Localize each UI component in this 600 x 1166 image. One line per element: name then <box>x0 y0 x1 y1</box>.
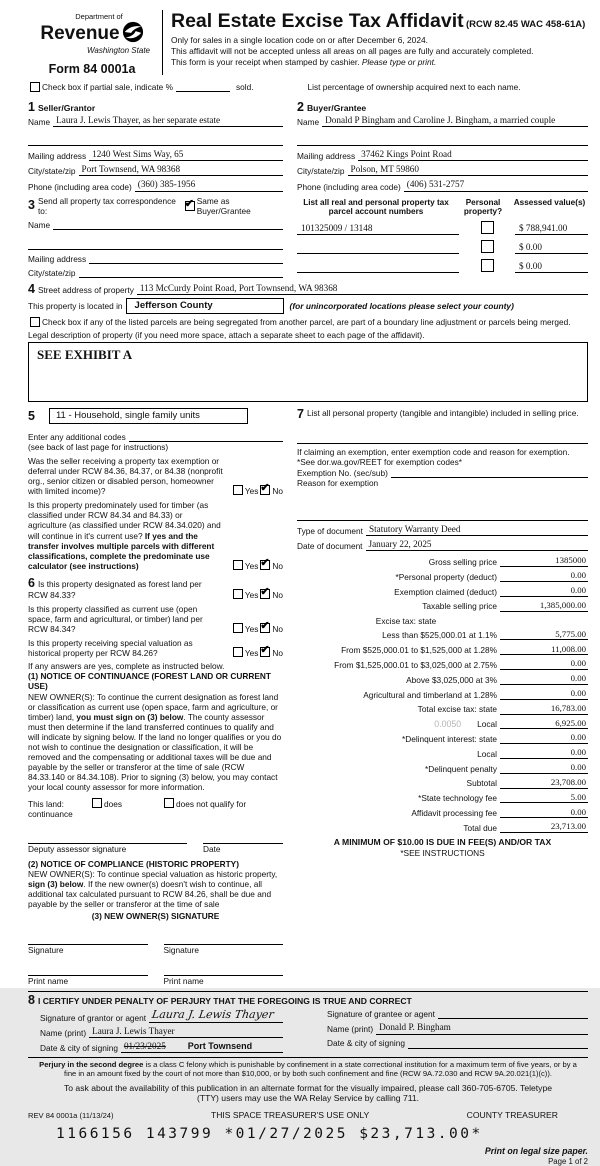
q3-no-checkbox[interactable] <box>260 589 270 599</box>
new-owner-print-1-field[interactable] <box>28 965 148 976</box>
treasurer-use-label: THIS SPACE TREASURER'S USE ONLY <box>211 1110 369 1120</box>
tax-row-label: *Delinquent penalty <box>425 764 500 774</box>
new-owner-print-2-field[interactable] <box>164 965 284 976</box>
grantor-date-field[interactable]: 01/23/2025 Port Townsend <box>121 1041 283 1053</box>
tax-row-label: Less than $525,000.01 at 1.1% <box>382 630 500 640</box>
county-select[interactable]: Jefferson County <box>126 298 284 314</box>
continuance-label: continuance <box>28 809 283 819</box>
section-2-title: Buyer/Grantee <box>307 103 366 113</box>
parcel-number-field[interactable]: 101325009 / 13148 <box>297 223 459 235</box>
legal-description-label: Legal description of property (if you need more space, attach a separate sheet to each page of the affidavit). <box>28 330 588 340</box>
notice-1-title: (1) NOTICE OF CONTINUANCE (FOREST LAND OR CURRENT USE) <box>28 671 283 691</box>
treasurer-stamp: 1166156 143799 *01/27/2025 $23,713.00* <box>56 1126 588 1144</box>
header-note-3: This form is your receipt when stamped by cashier. Please type or print. <box>171 57 588 67</box>
grantor-signature-field[interactable]: Laura J. Lewis Thayer <box>149 1008 283 1022</box>
tax-row <box>297 807 588 819</box>
page-indicator: Page 1 of 2 <box>28 1157 588 1166</box>
tax-row <box>297 747 588 759</box>
doc-date-label: Date of document <box>297 541 366 551</box>
tax-row-label: Affidavit processing fee <box>411 808 500 818</box>
perjury-statement: Perjury in the second degree is a class C felony which is punishable by confinement in a state correctional institution for a maximum term of five years, or by a fine in an amount fixed by the court of not more than $10,000, or by both such confinement and fine (RCW 9A.72.030 and RCW 9A.20.021(1)(c)). <box>28 1060 588 1079</box>
revenue-wordmark: Revenue <box>40 25 119 42</box>
tax-row <box>297 821 588 833</box>
correspondence-label: Send all property tax correspondence to: <box>38 196 183 216</box>
tax-row-label: Gross selling price <box>429 557 500 567</box>
personal-property-col-header: Personal property? <box>455 198 511 216</box>
tax-row <box>297 777 588 789</box>
tax-row <box>297 658 588 670</box>
assessed-value-col-header: Assessed value(s) <box>511 198 588 216</box>
q4-yes-checkbox[interactable] <box>233 623 243 633</box>
form-header <box>28 8 588 77</box>
rev-form-number: REV 84 0001a (11/13/24) <box>28 1111 114 1120</box>
partial-percent-field[interactable] <box>176 81 230 92</box>
parcel-table <box>297 221 588 273</box>
q1-no-checkbox[interactable] <box>260 485 270 495</box>
exemption-no-field[interactable] <box>391 467 588 478</box>
certify-statement: I CERTIFY UNDER PENALTY OF PERJURY THAT THE FOREGOING IS TRUE AND CORRECT <box>38 996 412 1006</box>
corr-name-label: Name <box>28 220 53 230</box>
parcel-number-field[interactable] <box>297 272 459 273</box>
tax-row-value[interactable]: 11,008.00 <box>500 644 588 656</box>
buyer-name-field[interactable]: Donald P Bingham and Caroline J. Bingham, a married couple <box>322 115 588 127</box>
q2-no-checkbox[interactable] <box>260 560 270 570</box>
dept-of-label: Department of <box>42 12 156 21</box>
reason-for-exemption-label: Reason for exemption <box>297 478 588 488</box>
corr-mail-field[interactable] <box>89 253 283 264</box>
tax-row-value[interactable]: 0.00 <box>500 747 588 759</box>
tax-row <box>297 600 588 612</box>
tax-row-label: Agricultural and timberland at 1.28% <box>363 690 500 700</box>
section-8-number: 8 <box>28 994 35 1007</box>
tax-row-value[interactable]: 23,713.00 <box>500 821 588 833</box>
corr-blank-field[interactable] <box>28 239 283 250</box>
section-1-number: 1 <box>28 100 35 114</box>
doc-date-field[interactable]: January 22, 2025 <box>366 539 589 551</box>
corr-city-label: City/state/zip <box>28 268 79 278</box>
exemption-deferral-question: Was the seller receiving a property tax exemption or deferral under RCW 84.36, 84.37, or 84.38 (nonprofit org., senior citizen or disabled person, homeowner with limited income)? <box>28 456 227 496</box>
grantor-date-label: Date & city of signing <box>40 1043 121 1053</box>
header-divider <box>162 10 163 75</box>
section-2-number: 2 <box>297 100 304 114</box>
segregated-checkbox[interactable] <box>30 317 40 327</box>
if-yes-note: If any answers are yes, complete as instructed below. <box>28 661 283 671</box>
personal-property-list-field[interactable] <box>297 433 588 444</box>
assessed-value-field[interactable]: $ 788,941.00 <box>515 223 588 235</box>
q3-yes-checkbox[interactable] <box>233 589 243 599</box>
revenue-swirl-icon <box>122 21 144 46</box>
deputy-date-field[interactable] <box>203 833 283 844</box>
partial-sale-label: Check box if partial sale, indicate % <box>42 82 176 92</box>
section-4-number: 4 <box>28 283 35 296</box>
tax-row-value[interactable]: 23,708.00 <box>500 777 588 789</box>
assessed-value-field[interactable]: $ 0.00 <box>515 242 588 254</box>
buyer-mail-field[interactable]: 37462 Kings Point Road <box>358 149 588 161</box>
tax-row <box>297 762 588 774</box>
buyer-name2-field[interactable] <box>297 135 588 146</box>
grantor-print-field[interactable]: Laura J. Lewis Thayer <box>89 1026 283 1038</box>
buyer-phone-label: Phone (including area code) <box>297 182 404 192</box>
q1-yes-checkbox[interactable] <box>233 485 243 495</box>
does-not-qualify-checkbox[interactable] <box>164 798 174 808</box>
tax-row <box>297 718 588 730</box>
tax-row-value[interactable]: 0.00 <box>500 732 588 744</box>
tax-row-label: Local <box>477 719 500 729</box>
parcel-row <box>297 259 588 273</box>
tax-row <box>297 644 588 656</box>
header-note-2: This affidavit will not be accepted unless all areas on all pages are fully and accurately completed. <box>171 46 588 56</box>
tax-row-value[interactable]: 6,925.00 <box>500 718 588 730</box>
parcel-number-field[interactable] <box>297 253 459 254</box>
does-label: does <box>104 799 122 809</box>
same-as-buyer-checkbox[interactable] <box>185 201 195 211</box>
notice-1-text: NEW OWNER(S): To continue the current designation as forest land or classification as current use (open space, farm and agriculture, or timber) land, you must sign on (3) below. The county assessor must then determine if the land transferred continues to qualify and will indicate by signing below. If the land no longer qualifies or you do not wish to continue the designation or classification, it will be removed and the compensating or additional taxes will be due and payable by the seller or transferor at the time of sale (RCW 84.33.140 or 84.34.108). Prior to signing (3) below, you may contact your local county assessor for more information. <box>28 692 283 793</box>
seller-city-label: City/state/zip <box>28 166 79 176</box>
tax-row-value[interactable]: 5.00 <box>500 792 588 804</box>
q5-no-checkbox[interactable] <box>260 647 270 657</box>
tax-row-value[interactable]: 1385000 <box>500 555 588 567</box>
parcel-row <box>297 221 588 235</box>
tax-row <box>297 792 588 804</box>
parcel-row <box>297 240 588 254</box>
alt-format-note: To ask about the availability of this publication in an alternate format for the visually impaired, please call 360-705-6705. Teletype (TTY) users may use the WA Relay Service by calling 711. <box>28 1083 588 1104</box>
partial-sale-checkbox[interactable] <box>30 82 40 92</box>
this-land-label: This land: <box>28 799 64 809</box>
street-address-field[interactable]: 113 McCurdy Point Road, Port Townsend, WA 98368 <box>137 283 588 295</box>
q5-yes-checkbox[interactable] <box>233 647 243 657</box>
grantor-city-value: Port Townsend <box>188 1041 252 1051</box>
located-in-label: This property is located in <box>28 301 126 311</box>
tax-row-value[interactable]: 0.00 <box>500 688 588 700</box>
buyer-city-label: City/state/zip <box>297 166 348 176</box>
tax-row-label: Subtotal <box>467 778 500 788</box>
notice-2-text: NEW OWNER(S): To continue special valuation as historic property, sign (3) below. If the new owner(s) doesn't wish to continue, all additional tax calculated pursuant to RCW 84.26, shall be due and payable by the seller or transferor at the time of sale <box>28 869 283 909</box>
header-note-1: Only for sales in a single location code on or after December 6, 2024. <box>171 35 588 45</box>
tax-row-value[interactable]: 1,385,000.00 <box>500 600 588 612</box>
tax-row <box>297 688 588 700</box>
reet-affidavit-form: Department of Revenue Washington State Form 84 0001a Real Estate Excise Tax Affidavit (RCW 82.45 WAC 458-61A) Only for sales in a single location code on or after December 6, 2024. This affidavit will not be accepted unless all areas on all pages are fully and accurately completed. This form is your receipt when stamped by cashier. Please type or print. Check box if partial sale, indicate % sold. List percentage of ownership acquired next to each name. 1 Seller/Grantor Name Laura J. Lewis Thayer, as her separate estate Mailing address 1240 West Sims Way, 65 City/state/zip Port Townsend, WA 98368 Phone (including area code) (360) 385-1956 2 Buyer/Grantee Name Donald P Bingham and Caroline J. Bingham, a married couple Mailing address 37462 Kings Point Road City/state/zip Polson, MT 59860 Phone (including area code) (406) 531-2757 3 Send all property tax correspondence to: ✔ Same as Buyer/Grantee Name Mailing address City/state/zip List all real and personal property tax parcel account numbers Personal property? Assessed value(s) 101325009 / 13148 $ 788,941.00 $ 0.00 $ 0.00 4 Street address of property 113 McCurdy Point Road, Port Townsend, WA 98368 This property is located in Jefferson County (for unincorporated locations please select your county) Check box if any of the listed parcels are being segregated from another parcel, are part of a boundary line adjustment or parcels being merged. Legal description of property (if you need more space, attach a separate sheet to each page of the affidavit). SEE EXHIBIT A 5 11 - Household, single family units Enter any additional codes (see back of last page for instructions) Was the seller receiving a property tax exemption or deferral under RCW 84.36, 84.37, or 84.38 (nonprofit org., senior citizen or disabled person, homeowner with limited income)? Yes ✔ No Is this property predominately used for timber (as classified under RCW 84.34 and 84.33) or agriculture (as classified under RCW 84.34.020) and will continue in it's current use? If yes and the transfer involves multiple parcels with different classifications, complete the predominate use calculator (see instructions) Yes ✔ No 6 Is this property designated as forest land per RCW 84.33? Yes ✔ No Is this property classified as current use (open space, farm and agricultural, or timber) land per RCW 84.34? Yes ✔ No Is this property receiving special valuation as historical property per RCW 84.26? Yes ✔ No If any answers are yes, complete as instructed below. (1) NOTICE OF CONTINUANCE (FOREST LAND OR CURRENT USE) NEW OWNER(S): To continue the current designation as forest land or classification as current use (open space, farm and agriculture, or timber) land, you must sign on (3) below. The county assessor must then determine if the land transferred continues to qualify and will indicate by signing below. If the land no longer qualifies or you do not wish to continue the designation or classification, it will be removed and the compensating or additional taxes will be due and payable by the seller or transferor at the time of sale (RCW 84.33.140 or 84.34.108). Prior to signing (3) below, you may contact your local county assessor for more information. This land: does does not qualify for continuance Deputy assessor signature Date (2) NOTICE OF COMPLIANCE (HISTORIC PROPERTY) NEW OWNER(S): To continue special valuation as historic property, sign (3) below. If the new owner(s) doesn't wish to continue, all additional tax calculated pursuant to RCW 84.26, shall be due and payable by the seller or transferor at the time of sale (3) NEW OWNER(S) SIGNATURE Signature Signature Print name Print name 7 List all personal property (tangible and intangible) included in selling price. If claiming an exemption, enter exemption code and reason for exemption. *See dor.wa.gov/REET for exemption codes* Exemption No. (sec/sub) Reason for exemption Type of document Statutory Warranty Deed Date of document January 22, 2025 Gross selling price 1385000 *Personal property (deduct) 0.00 Exemption claimed (deduct) 0.00 Taxable selling price 1,385,000.00 Excise tax: state Less than $525,000.01 at 1.1% 5,775.00 From $525,000.01 to $1,525,000 at 1.28% 11,008.00 From $1,525,000.01 to $3,025,000 at 2.75% 0.00 Above $3,025,000 at 3% 0.00 Agricultural and timberland at 1.28% 0.00 Total excise tax: state 16,783.00 0.0050 Local 6,925.00 *Delinquent interest: state 0.00 Local 0.00 *Delinquent penalty 0.00 Subtotal 23,708.00 *State technology fee 5.00 Affidavit processing fee 0.00 Total due 23,713.00 A MINIMUM OF $10.00 IS DUE IN FEE(S) AND/OR TAX *SEE INSTRUCTIONS 8 I CERTIFY UNDER PENALTY OF PERJURY THAT THE FOREGOING IS TRUE AND CORRECT Signature of grantor or agent Laura J. Lewis Thayer Name (print) Laura J. Lewis Thayer Date & city of signing 01/23/2025 Port Townsend Signature of grantee or agent Name (print) Donald P. Bingham Date & city of signing Perjury in the second degree is a class C felony which is punishable by confinement in a state correctional institution for a maximum term of five years, or by a fine in an amount fixed by the court of not more than $10,000, or by both such confinement and fine (RCW 9A.72.030 and RCW 9A.20.021(1)(c)). To ask about the availability of this publication in an alternate format for the visually impaired, please call 360-705-6705. Teletype (TTY) users may use the WA Relay Service by calling 711. REV 84 0001a (11/13/24) THIS SPACE TREASURER'S USE ONLY COUNTY TREASURER 1166156 143799 *01/27/2025 $23,713.00* Print on legal size paper. Page 1 of 2 <box>0 0 600 988</box>
historical-property-question: Is this property receiving special valuation as historical property per RCW 84.26? <box>28 638 227 658</box>
grantor-signature-label: Signature of grantor or agent <box>40 1013 149 1023</box>
section-1-title: Seller/Grantor <box>38 103 95 113</box>
doc-type-label: Type of document <box>297 526 366 536</box>
tax-row <box>297 570 588 582</box>
personal-property-checkbox[interactable] <box>481 221 494 234</box>
tax-row-label: Exemption claimed (deduct) <box>394 587 500 597</box>
notice-3-title: (3) NEW OWNER(S) SIGNATURE <box>28 911 283 921</box>
tax-row-label: From $1,525,000.01 to $3,025,000 at 2.75% <box>334 660 500 670</box>
signature-label-2: Signature <box>164 945 284 955</box>
tax-row-label: Taxable selling price <box>422 601 500 611</box>
grantee-signature-label: Signature of grantee or agent <box>327 1009 438 1019</box>
tax-row-label: Above $3,025,000 at 3% <box>406 675 500 685</box>
buyer-mail-label: Mailing address <box>297 151 358 161</box>
deputy-assessor-label: Deputy assessor signature <box>28 844 187 854</box>
dor-logo <box>28 8 156 77</box>
land-use-code-field[interactable]: 11 - Household, single family units <box>49 408 248 424</box>
tax-row <box>297 555 588 567</box>
tax-row-value[interactable]: 0.00 <box>500 570 588 582</box>
county-treasurer-label: COUNTY TREASURER <box>467 1110 558 1120</box>
assessed-value-field[interactable]: $ 0.00 <box>515 261 588 273</box>
additional-codes-field[interactable] <box>129 431 283 442</box>
seller-phone-field[interactable]: (360) 385-1956 <box>135 179 283 191</box>
does-not-label: does not qualify for <box>176 799 246 809</box>
tax-row-label: *Personal property (deduct) <box>396 572 500 582</box>
tax-row-label: *Delinquent interest: state <box>402 734 500 744</box>
sold-label: sold. <box>236 82 254 92</box>
personal-property-list-label: List all personal property (tangible and intangible) included in selling price. <box>307 408 579 418</box>
seller-name2-field[interactable] <box>28 135 283 146</box>
tax-row <box>297 703 588 715</box>
tax-row <box>297 732 588 744</box>
personal-property-checkbox[interactable] <box>481 259 494 272</box>
current-use-question: Is this property classified as current use (open space, farm and agricultural, or timber) land per RCW 84.34? <box>28 604 227 634</box>
form-title: Real Estate Excise Tax Affidavit <box>171 10 464 32</box>
tax-row-value[interactable]: 0.00 <box>500 673 588 685</box>
corr-name-field[interactable] <box>53 219 283 230</box>
tax-row <box>297 616 588 626</box>
tax-row-label: Excise tax: state <box>376 616 439 626</box>
doc-type-field[interactable]: Statutory Warranty Deed <box>366 524 588 536</box>
grantor-print-label: Name (print) <box>40 1028 89 1038</box>
tax-row <box>297 585 588 597</box>
deputy-date-label: Date <box>203 844 283 854</box>
section-3-number: 3 <box>28 199 35 212</box>
timber-agriculture-question: Is this property predominately used for timber (as classified under RCW 84.34 and 84.33) or agriculture (as classified under RCW 84.34.020) and will continue in it's current use? If yes and the transfer involves multiple parcels with different classifications, complete the predominate use calculator (see instructions) <box>28 500 227 571</box>
see-back-note: (see back of last page for instructions) <box>28 442 283 452</box>
print-legal-note: Print on legal size paper. <box>28 1146 588 1157</box>
tax-row-label: Local <box>477 749 500 759</box>
tax-row <box>297 629 588 641</box>
grantee-date-label: Date & city of signing <box>327 1038 408 1048</box>
new-owner-signature-1-field[interactable] <box>28 934 148 945</box>
new-owner-signature-2-field[interactable] <box>164 934 284 945</box>
exemption-no-label: Exemption No. (sec/sub) <box>297 468 391 478</box>
q2-yes-checkbox[interactable] <box>233 560 243 570</box>
seller-phone-label: Phone (including area code) <box>28 182 135 192</box>
minimum-due-note: A MINIMUM OF $10.00 IS DUE IN FEE(S) AND/OR TAX <box>297 837 588 847</box>
tax-row-label: From $525,000.01 to $1,525,000 at 1.28% <box>341 645 500 655</box>
same-as-buyer-label: Same as Buyer/Grantee <box>197 196 283 216</box>
section-5-number: 5 <box>28 410 35 423</box>
corr-mail-label: Mailing address <box>28 254 89 264</box>
seller-name-field[interactable]: Laura J. Lewis Thayer, as her separate estate <box>53 115 283 127</box>
seller-city-field[interactable]: Port Townsend, WA 98368 <box>79 164 284 176</box>
tax-row-value[interactable]: 5,775.00 <box>500 629 588 641</box>
tax-row-label: Total excise tax: state <box>418 704 500 714</box>
personal-property-checkbox[interactable] <box>481 240 494 253</box>
grantee-print-label: Name (print) <box>327 1024 376 1034</box>
print-name-label-2: Print name <box>164 976 284 986</box>
tax-row-label: *State technology fee <box>418 793 500 803</box>
legal-description-field[interactable]: SEE EXHIBIT A <box>28 342 588 402</box>
see-instructions-note: *SEE INSTRUCTIONS <box>297 848 588 858</box>
parcel-col-header: List all real and personal property tax parcel account numbers <box>297 198 455 216</box>
county-note: (for unincorporated locations please select your county) <box>290 301 514 311</box>
grantee-print-field[interactable]: Donald P. Bingham <box>376 1022 588 1034</box>
section-6-number: 6 <box>28 576 35 590</box>
additional-codes-label: Enter any additional codes <box>28 432 129 442</box>
tax-row-value[interactable]: 0.00 <box>500 807 588 819</box>
forest-land-question: 6 Is this property designated as forest land per RCW 84.33? <box>28 577 227 600</box>
ownership-note: List percentage of ownership acquired next to each name. <box>308 82 521 92</box>
tax-row-label: Total due <box>463 823 500 833</box>
q4-no-checkbox[interactable] <box>260 623 270 633</box>
local-rate-value: 0.0050 <box>434 719 461 730</box>
buyer-phone-field[interactable]: (406) 531-2757 <box>404 179 588 191</box>
tax-row-value[interactable]: 0.00 <box>500 762 588 774</box>
print-name-label-1: Print name <box>28 976 148 986</box>
grantee-signature-field[interactable] <box>438 1008 588 1019</box>
seller-mail-label: Mailing address <box>28 151 89 161</box>
tax-row-value[interactable]: 16,783.00 <box>500 703 588 715</box>
deputy-assessor-signature-field[interactable] <box>28 833 187 844</box>
rcw-reference: (RCW 82.45 WAC 458-61A) <box>466 19 585 30</box>
buyer-city-field[interactable]: Polson, MT 59860 <box>348 164 589 176</box>
seller-name-label: Name <box>28 117 53 127</box>
signature-label-1: Signature <box>28 945 148 955</box>
corr-city-field[interactable] <box>79 267 284 278</box>
does-qualify-checkbox[interactable] <box>92 798 102 808</box>
buyer-name-label: Name <box>297 117 322 127</box>
seller-mail-field[interactable]: 1240 West Sims Way, 65 <box>89 149 283 161</box>
tax-row-value[interactable]: 0.00 <box>500 658 588 670</box>
section-7-number: 7 <box>297 408 304 421</box>
reason-for-exemption-field[interactable] <box>297 510 588 521</box>
tax-table <box>297 555 588 833</box>
street-address-label: Street address of property <box>38 285 137 295</box>
notice-2-title: (2) NOTICE OF COMPLIANCE (HISTORIC PROPERTY) <box>28 859 283 869</box>
grantee-date-field[interactable] <box>408 1038 588 1049</box>
washington-state-label: Washington State <box>28 46 156 56</box>
segregated-label: Check box if any of the listed parcels are being segregated from another parcel, are part of a boundary line adjustment or parcels being merged. <box>42 317 571 327</box>
tax-row-value[interactable]: 0.00 <box>500 585 588 597</box>
tax-row <box>297 673 588 685</box>
exemption-note: If claiming an exemption, enter exemption code and reason for exemption. *See dor.wa.gov/REET for exemption codes* <box>297 447 588 467</box>
form-number: Form 84 0001a <box>28 62 156 77</box>
